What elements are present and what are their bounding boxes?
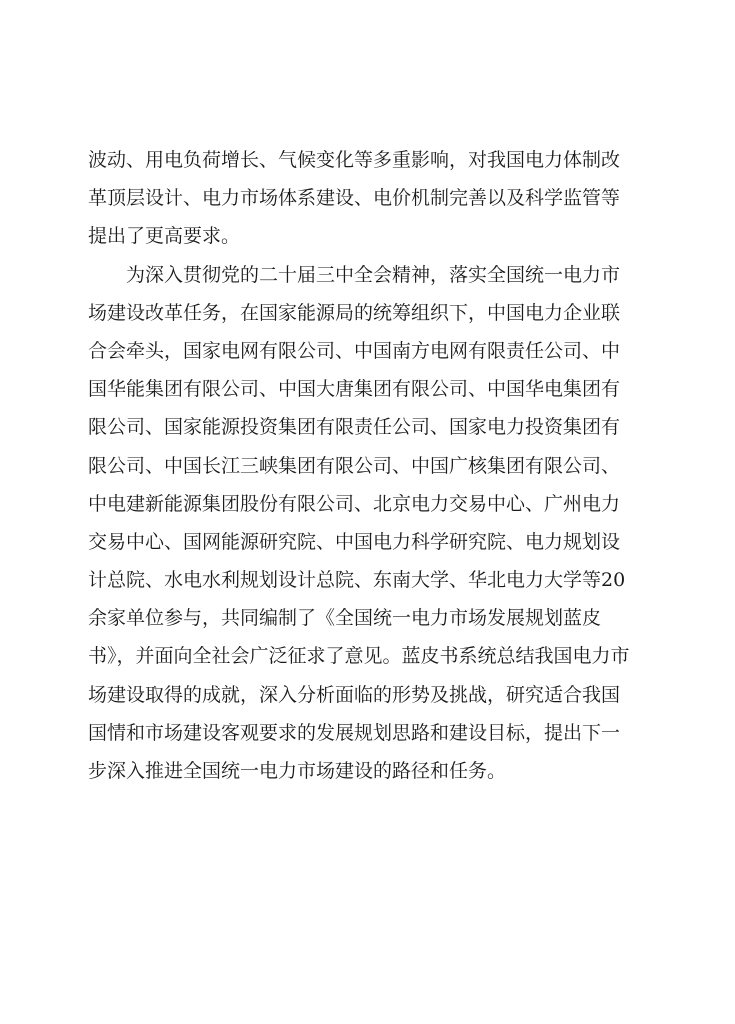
text-line: 国情和市场建设客观要求的发展规划思路和建设目标，提出下一 — [88, 721, 621, 744]
text-line: 波动、用电负荷增长、气候变化等多重影响，对我国电力体制改 — [88, 149, 621, 171]
text-line: 计总院、水电水利规划设计总院、东南大学、华北电力大学等20 — [88, 569, 626, 592]
text-line: 国华能集团有限公司、中国大唐集团有限公司、中国华电集团有 — [88, 378, 621, 401]
text-line: 合会牵头，国家电网有限公司、中国南方电网有限责任公司、中 — [88, 339, 621, 362]
text-line: 限公司、国家能源投资集团有限责任公司、国家电力投资集团有 — [88, 416, 621, 439]
text-line: 中电建新能源集团股份有限公司、北京电力交易中心、广州电力 — [88, 492, 621, 515]
text-line: 限公司、中国长江三峡集团有限公司、中国广核集团有限公司、 — [88, 454, 621, 477]
text-line: 余家单位参与，共同编制了《全国统一电力市场发展规划蓝皮 — [88, 607, 602, 630]
text-line: 场建设取得的成就，深入分析面临的形势及挑战，研究适合我国 — [88, 683, 621, 706]
text-line: 场建设改革任务，在国家能源局的统筹组织下，中国电力企业联 — [88, 301, 621, 324]
text-line: 为深入贯彻党的二十届三中全会精神，落实全国统一电力市 — [88, 263, 621, 286]
text-line: 书》，并面向全社会广泛征求了意见。蓝皮书系统总结我国电力市 — [88, 645, 630, 668]
text-line: 步深入推进全国统一电力市场建设的路径和任务。 — [88, 760, 507, 782]
text-line: 革顶层设计、电力市场体系建设、电价机制完善以及科学监管等 — [88, 187, 621, 210]
text-line: 交易中心、国网能源研究院、中国电力科学研究院、电力规划设 — [88, 530, 621, 553]
text-line: 提出了更高要求。 — [88, 225, 241, 248]
body-text — [88, 141, 648, 790]
